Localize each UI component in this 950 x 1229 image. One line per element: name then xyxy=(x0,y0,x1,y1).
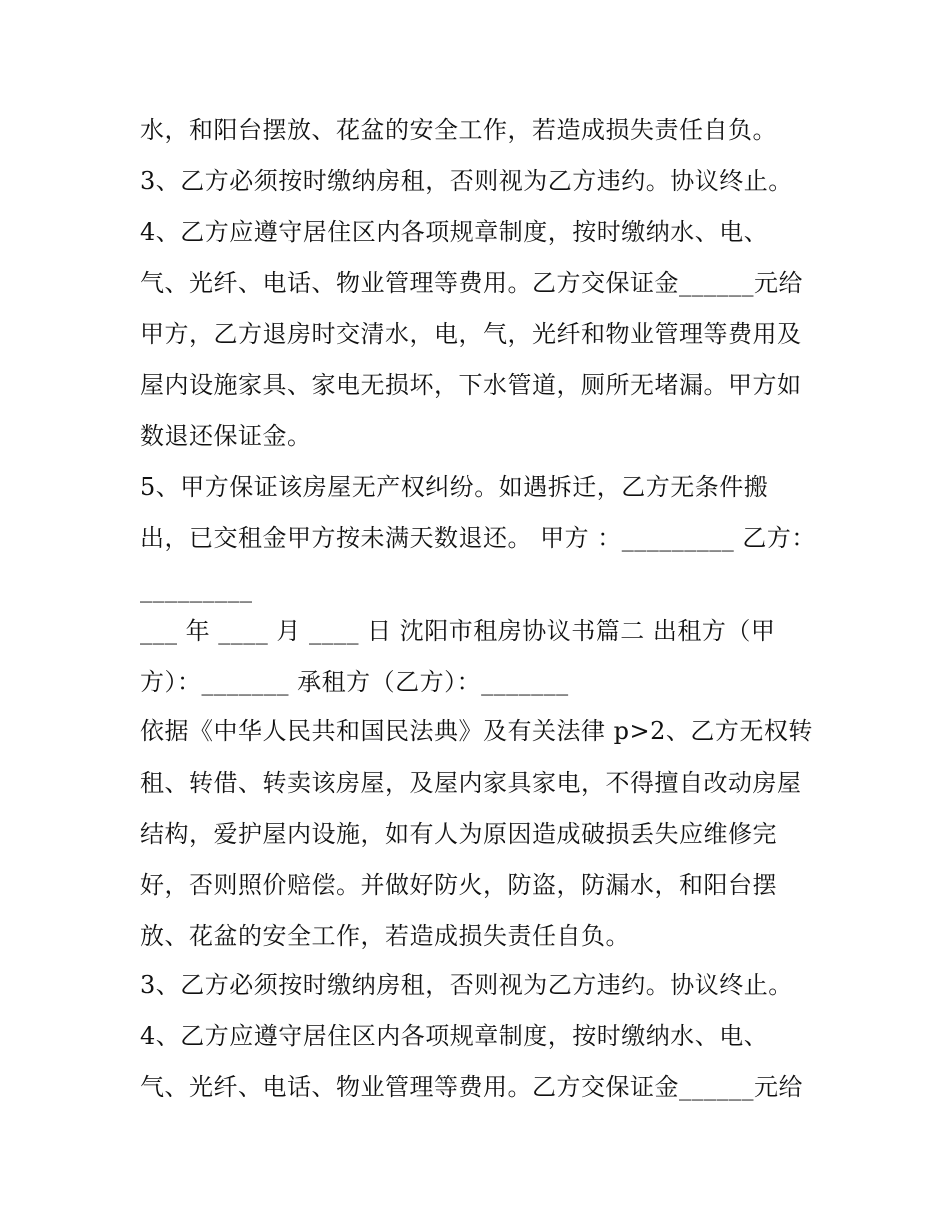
text-line: 水，和阳台摆放、花盆的安全工作，若造成损失责任自负。 xyxy=(140,116,777,144)
text-line: 方）：_______ 承租方（乙方）：_______ xyxy=(140,668,569,696)
text-line: ___ 年 ____ 月 ____ 日 沈阳市租房协议书篇二 出租方（甲 xyxy=(140,617,776,645)
text-line: 屋内设施家具、家电无损坏，下水管道，厕所无堵漏。甲方如 xyxy=(140,371,802,399)
text-line: 气、光纤、电话、物业管理等费用。乙方交保证金______元给 xyxy=(140,1073,803,1101)
text-line: 依据《中华人民共和国民法典》及有关法律 p>2、乙方无权转 xyxy=(140,717,813,745)
text-line: 4、乙方应遵守居住区内各项规章制度，按时缴纳水、电、 xyxy=(140,218,769,246)
text-line: 甲方，乙方退房时交清水，电，气，光纤和物业管理等费用及 xyxy=(140,320,802,348)
text-line: 气、光纤、电话、物业管理等费用。乙方交保证金______元给 xyxy=(140,269,803,297)
text-line: 5、甲方保证该房屋无产权纠纷。如遇拆迁，乙方无条件搬 xyxy=(140,473,769,501)
text-line: 4、乙方应遵守居住区内各项规章制度，按时缴纳水、电、 xyxy=(140,1022,769,1050)
text-line: 结构，爱护屋内设施，如有人为原因造成破损丢失应维修完 xyxy=(140,820,777,848)
text-line: 3、乙方必须按时缴纳房租，否则视为乙方违约。协议终止。 xyxy=(140,167,793,195)
text-line: 出，已交租金甲方按未满天数退还。 甲方 ：_________ 乙方： xyxy=(140,524,816,552)
text-line: 3、乙方必须按时缴纳房租，否则视为乙方违约。协议终止。 xyxy=(140,971,793,999)
text-line: 好，否则照价赔偿。并做好防火，防盗，防漏水，和阳台摆 xyxy=(140,871,777,899)
text-line: 数退还保证金。 xyxy=(140,422,312,450)
text-line: 租、转借、转卖该房屋，及屋内家具家电，不得擅自改动房屋 xyxy=(140,769,802,797)
text-line: 放、花盆的安全工作，若造成损失责任自负。 xyxy=(140,922,630,950)
text-line: _________ xyxy=(140,575,253,603)
